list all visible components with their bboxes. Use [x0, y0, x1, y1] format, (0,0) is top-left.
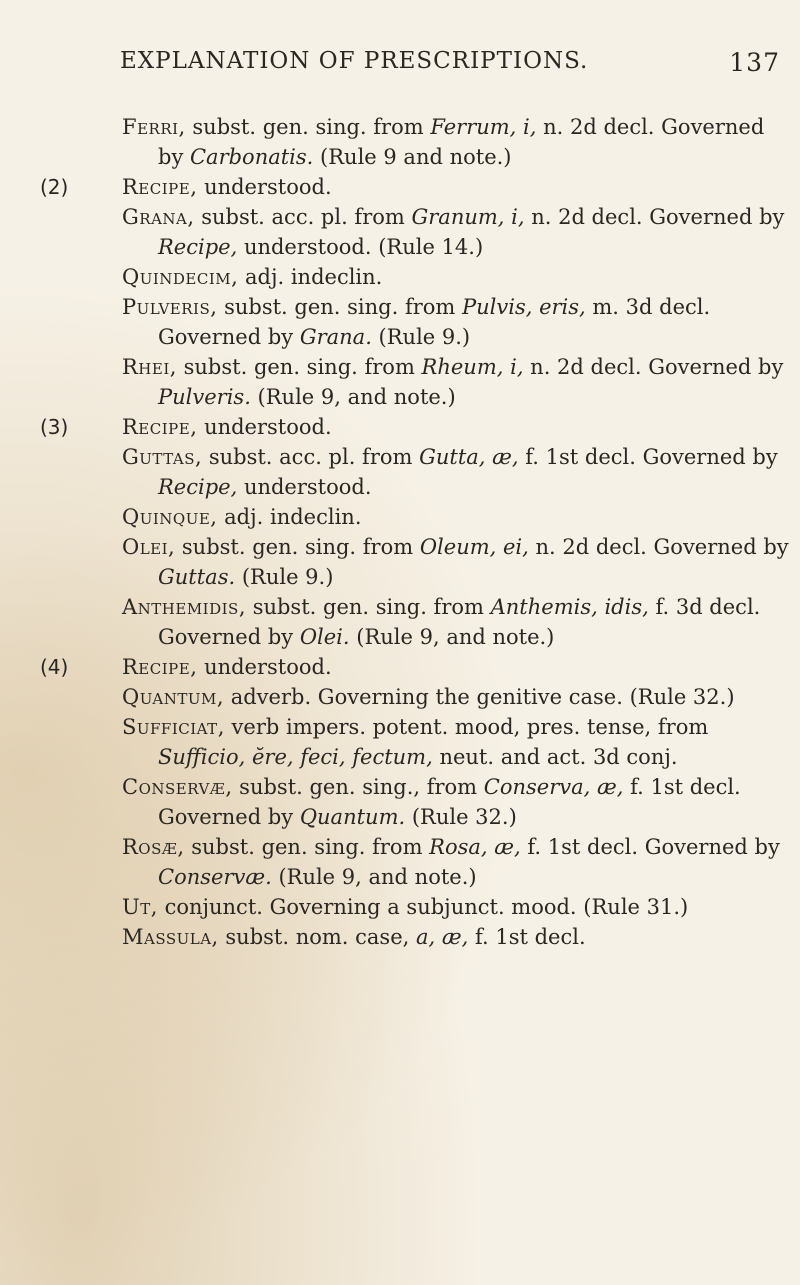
entry-text: f. 1st decl. Governed by [158, 775, 741, 829]
entry-ferri [30, 112, 790, 172]
entry-quantum [30, 682, 790, 712]
entry-italic: Conservæ. [158, 865, 272, 889]
entry-text: m. 3d decl. Governed by [158, 295, 711, 349]
body-text [30, 112, 790, 952]
entry-lemma: Rhei, [122, 355, 177, 379]
entry-pulveris [30, 292, 790, 352]
entry-text: subst. nom. case, [218, 925, 416, 949]
entry-italic: Pulvis, eris, [462, 295, 586, 319]
entry-text: n. 2d decl. Governed by [528, 535, 789, 559]
entry-quinque [30, 502, 790, 532]
entry-recipe-4 [30, 652, 790, 682]
entry-text: f. 1st decl. Governed by [518, 445, 778, 469]
entry-text: (Rule 32.) [405, 805, 517, 829]
entry-grana [30, 202, 790, 262]
entry-lemma: Olei, [122, 535, 176, 559]
entry-italic: Oleum, ei, [419, 535, 529, 559]
entry-italic: Conserva, æ, [483, 775, 624, 799]
entry-lemma: Guttas, [122, 445, 203, 469]
entry-rosae [30, 832, 790, 892]
entry-text: understood. [237, 475, 372, 499]
entry-text: understood. (Rule 14.) [237, 235, 484, 259]
entry-text: n. 2d decl. Governed by [524, 205, 785, 229]
page-number: 137 [729, 48, 780, 77]
entry-italic: Rosa, æ, [429, 835, 521, 859]
entry-text: adverb. Governing the genitive case. (Rule 32.) [224, 685, 735, 709]
entry-italic: Recipe, [158, 235, 238, 259]
entry-text: conjunct. Governing a subjunct. mood. (Rule 31.) [157, 895, 689, 919]
entry-sufficiat [30, 712, 790, 772]
entry-text: neut. and act. 3d conj. [432, 745, 678, 769]
entry-italic: a, æ, [416, 925, 469, 949]
running-head-title: EXPLANATION OF PRESCRIPTIONS. [120, 48, 589, 74]
entry-text: subst. gen. sing., from [232, 775, 484, 799]
entry-italic: Sufficio, ĕre, feci, fectum, [158, 745, 433, 769]
entry-italic: Granum, i, [411, 205, 525, 229]
entry-text: subst. gen. sing. from [217, 295, 462, 319]
entry-text: understood. [197, 415, 332, 439]
entry-lemma: Recipe, [122, 175, 198, 199]
section-number: (4) [40, 655, 69, 679]
entry-italic: Guttas. [158, 565, 236, 589]
entry-ut [30, 892, 790, 922]
entry-quindecim [30, 262, 790, 292]
entry-text: (Rule 9.) [371, 325, 471, 349]
entry-lemma: Quindecim, [122, 265, 239, 289]
entry-lemma: Conservæ, [122, 775, 233, 799]
entry-guttas [30, 442, 790, 502]
entry-lemma: Sufficiat, [122, 715, 225, 739]
entry-italic: Carbonatis. [189, 145, 314, 169]
entry-rhei [30, 352, 790, 412]
entry-italic: Grana. [299, 325, 372, 349]
entry-lemma: Ut, [122, 895, 158, 919]
entry-text: subst. gen. sing. from [184, 835, 430, 859]
section-number: (2) [40, 175, 69, 199]
entry-text: n. 2d decl. Governed by [158, 115, 765, 169]
entry-text: subst. acc. pl. from [194, 205, 412, 229]
entry-massula [30, 922, 790, 952]
entry-lemma: Massula, [122, 925, 219, 949]
entry-olei [30, 532, 790, 592]
entry-lemma: Rosæ, [122, 835, 185, 859]
entry-conservae [30, 772, 790, 832]
section-number: (3) [40, 415, 69, 439]
entry-lemma: Ferri, [122, 115, 186, 139]
entry-lemma: Quinque, [122, 505, 218, 529]
entry-anthemidis [30, 592, 790, 652]
entry-text: subst. gen. sing. from [175, 535, 420, 559]
entry-lemma: Recipe, [122, 655, 198, 679]
entry-text: subst. acc. pl. from [202, 445, 420, 469]
entry-recipe-3 [30, 412, 790, 442]
entry-text: adj. indeclin. [217, 505, 362, 529]
entry-lemma: Pulveris, [122, 295, 218, 319]
entry-text: subst. gen. sing. from [176, 355, 422, 379]
entry-text: f. 3d decl. Governed by [158, 595, 761, 649]
entry-italic: Ferrum, i, [430, 115, 537, 139]
entry-text: (Rule 9, and note.) [250, 385, 456, 409]
entry-text: (Rule 9, and note.) [271, 865, 477, 889]
entry-text: subst. gen. sing. from [246, 595, 491, 619]
entry-italic: Gutta, æ, [419, 445, 519, 469]
entry-text: adj. indeclin. [238, 265, 383, 289]
entry-recipe-2 [30, 172, 790, 202]
entry-lemma: Quantum, [122, 685, 225, 709]
entry-text: understood. [197, 655, 332, 679]
entry-text: understood. [197, 175, 332, 199]
entry-italic: Rheum, i, [421, 355, 524, 379]
entry-lemma: Grana, [122, 205, 195, 229]
entry-text: f. 1st decl. Governed by [520, 835, 780, 859]
entry-text: (Rule 9 and note.) [313, 145, 512, 169]
entry-text: (Rule 9, and note.) [349, 625, 555, 649]
entry-lemma: Recipe, [122, 415, 198, 439]
entry-italic: Olei. [299, 625, 350, 649]
entry-text: n. 2d decl. Governed by [523, 355, 784, 379]
entry-text: f. 1st decl. [468, 925, 586, 949]
running-head [120, 48, 780, 88]
entry-text: verb impers. potent. mood, pres. tense, from [224, 715, 709, 739]
entry-text: subst. gen. sing. from [185, 115, 431, 139]
entry-italic: Anthemis, idis, [490, 595, 649, 619]
entry-italic: Recipe, [158, 475, 238, 499]
entry-italic: Pulveris. [158, 385, 251, 409]
entry-lemma: Anthemidis, [122, 595, 247, 619]
entry-italic: Quantum. [299, 805, 406, 829]
entry-text: (Rule 9.) [235, 565, 334, 589]
